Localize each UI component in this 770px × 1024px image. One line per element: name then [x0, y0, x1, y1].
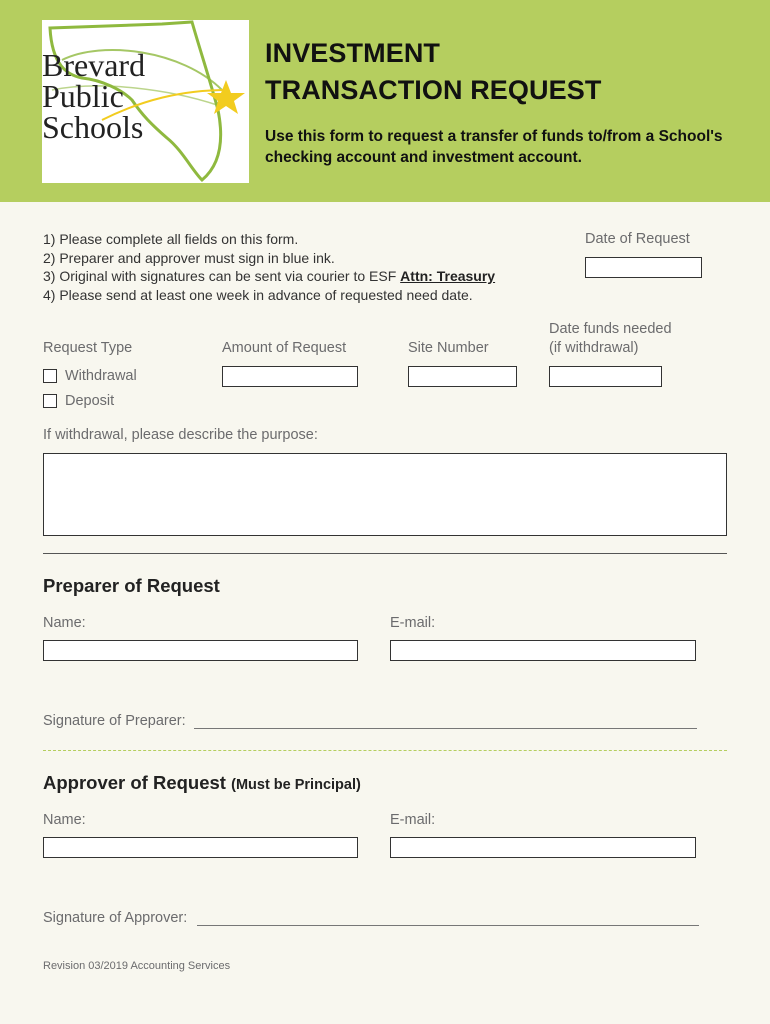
attn-treasury: Attn: Treasury	[400, 268, 496, 285]
approver-signature-line[interactable]	[197, 925, 699, 926]
dashed-divider	[43, 750, 727, 751]
approver-name-label: Name:	[43, 812, 86, 828]
instruction-1: 1) Please complete all fields on this form.	[43, 231, 299, 247]
instruction-2: 2) Preparer and approver must sign in blue ink.	[43, 249, 335, 266]
preparer-name-field[interactable]	[43, 640, 358, 661]
preparer-name-label: Name:	[43, 615, 86, 631]
approver-title: Approver of Request (Must be Principal)	[43, 772, 361, 793]
withdrawal-checkbox[interactable]	[43, 369, 57, 383]
purpose-textarea[interactable]	[43, 453, 727, 536]
date-of-request-field[interactable]	[585, 257, 702, 278]
approver-name-field[interactable]	[43, 837, 358, 858]
date-needed-label: Date funds needed (if withdrawal)	[549, 321, 672, 356]
withdrawal-label: Withdrawal	[65, 368, 137, 384]
approver-signature-label: Signature of Approver:	[43, 910, 188, 926]
site-number-label: Site Number	[408, 340, 489, 356]
preparer-signature-line[interactable]	[194, 728, 697, 729]
preparer-email-label: E-mail:	[390, 615, 436, 631]
purpose-label: If withdrawal, please describe the purpose:	[43, 427, 318, 443]
revision-footer: Revision 03/2019 Accounting Services	[43, 960, 231, 972]
page-subtitle: Use this form to request a transfer of funds to/from a School's checking account and investment account.	[265, 128, 723, 166]
deposit-label: Deposit	[65, 393, 115, 409]
instruction-4: 4) Please send at least one week in advance of requested need date.	[43, 286, 473, 303]
star-icon	[207, 80, 245, 114]
section-divider	[43, 553, 727, 554]
site-number-field[interactable]	[408, 366, 517, 387]
deposit-checkbox[interactable]	[43, 394, 57, 408]
logo-text: Brevard Public Schools	[42, 47, 146, 145]
approver-title-note: (Must be Principal)	[231, 777, 361, 793]
preparer-email-field[interactable]	[390, 640, 696, 661]
brevard-logo	[42, 20, 249, 183]
request-type-label: Request Type	[43, 340, 133, 356]
preparer-title: Preparer of Request	[43, 575, 220, 596]
amount-label: Amount of Request	[222, 340, 347, 356]
preparer-signature-label: Signature of Preparer:	[43, 713, 186, 729]
date-needed-field[interactable]	[549, 366, 662, 387]
approver-email-field[interactable]	[390, 837, 696, 858]
amount-field[interactable]	[222, 366, 358, 387]
page-title: INVESTMENT TRANSACTION REQUEST	[265, 38, 602, 105]
date-of-request-label: Date of Request	[585, 231, 690, 247]
instruction-3: 3) Original with signatures can be sent via courier to ESF Attn: Treasury	[43, 268, 496, 285]
approver-email-label: E-mail:	[390, 812, 436, 828]
instructions-list	[43, 230, 495, 304]
